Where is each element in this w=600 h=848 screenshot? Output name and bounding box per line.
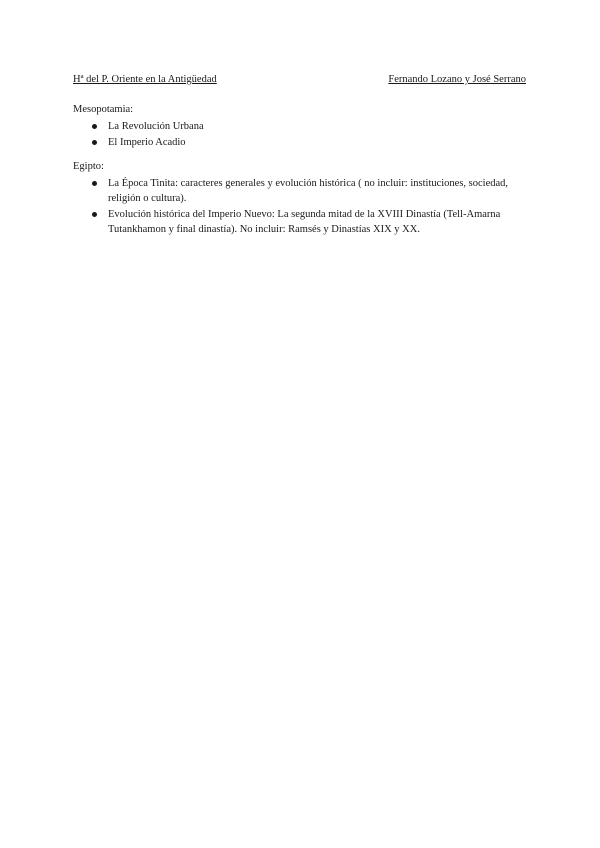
section-title: Mesopotamia: xyxy=(73,104,134,115)
list-item-text: La Época Tinita: caracteres generales y evolución histórica ( no incluir: instituciones, sociedad, religión o cultura). xyxy=(108,178,509,204)
course-title: Hª del P. Oriente en la Antigüedad xyxy=(73,74,217,85)
section-mesopotamia xyxy=(73,102,533,151)
list-item-text: Evolución histórica del Imperio Nuevo: La segunda mitad de la XVIII Dinastía (Tell-Amarna Tutankhamon y final dinastía). No incluir: Ramsés y Dinastías XIX y XX. xyxy=(108,209,501,235)
document-header xyxy=(73,72,526,87)
list-item-text: El Imperio Acadio xyxy=(108,137,186,148)
bullet-list xyxy=(73,119,533,150)
list-item xyxy=(73,176,533,206)
bullet-list xyxy=(73,176,533,237)
bullet-icon xyxy=(92,140,97,145)
bullet-icon xyxy=(92,212,97,217)
list-item xyxy=(73,207,533,237)
bullet-icon xyxy=(92,181,97,186)
list-item xyxy=(73,135,533,150)
list-item xyxy=(73,119,533,134)
list-item-text: La Revolución Urbana xyxy=(108,121,204,132)
section-egipto xyxy=(73,159,533,238)
authors: Fernando Lozano y José Serrano xyxy=(388,74,526,85)
bullet-icon xyxy=(92,124,97,129)
section-title: Egipto: xyxy=(73,161,104,172)
